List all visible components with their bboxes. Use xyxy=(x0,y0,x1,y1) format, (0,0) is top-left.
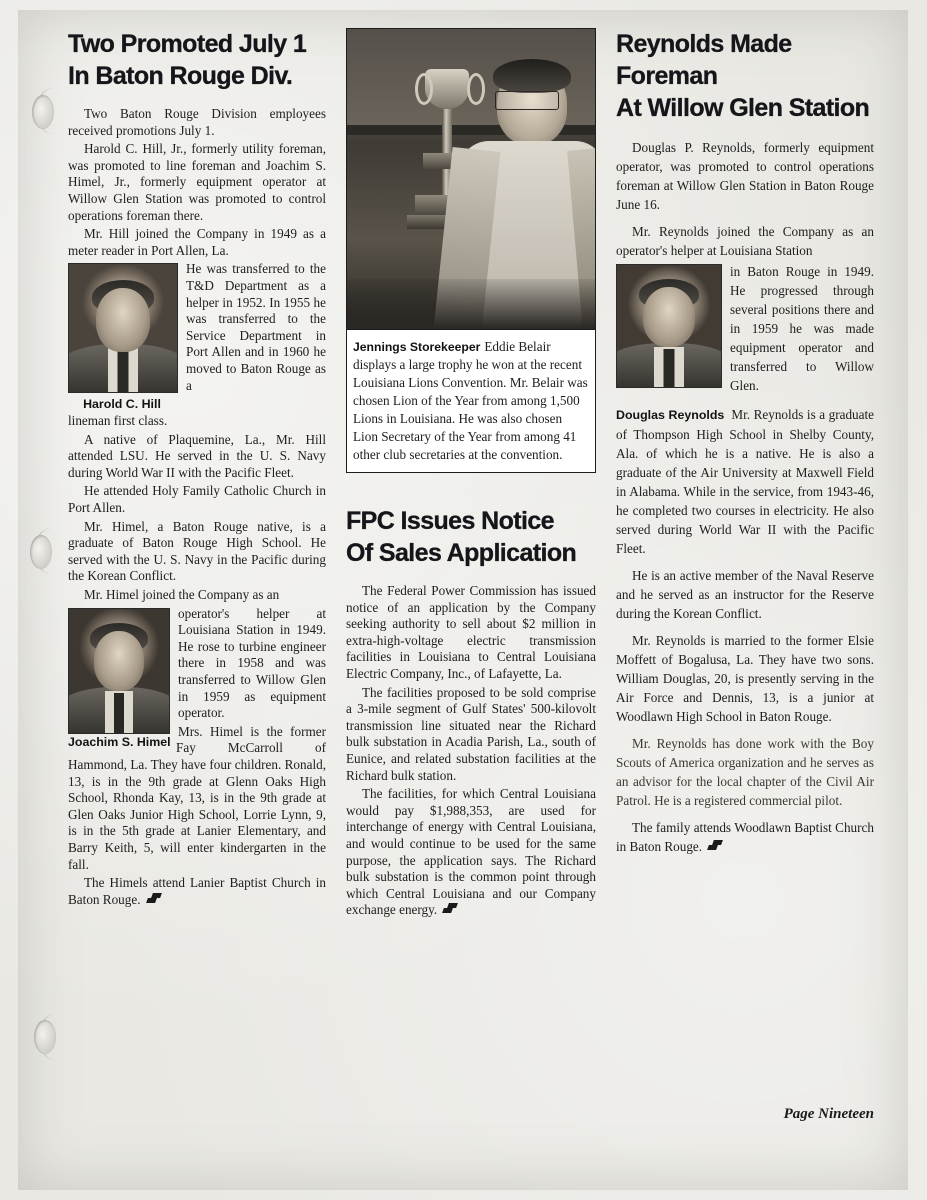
figure-eddie-belair xyxy=(346,28,596,473)
portrait-block-douglas-reynolds xyxy=(616,262,874,397)
paragraph: Mrs. Himel is the former Fay McCarroll of Hammond, La. They have four children. Ronald, 13, is in the 9th grade at Glenn Oaks High School, Rhonda Kay, 13, is in the 9th grade at Glen Oaks Junior High School, Lorrie Lynn, 9, is in the 5th grade at Lanier Elementary, and Barry Keith, 5, will enter kindergarten in the fall. xyxy=(68,723,326,872)
column-right xyxy=(616,28,874,921)
photo-caption-douglas-reynolds: Douglas Reynolds xyxy=(616,408,725,422)
headline-line-1: FPC Issues Notice xyxy=(346,507,554,535)
paragraph: He attended Holy Family Catholic Church in Port Allen. xyxy=(68,483,326,516)
headline-line-1: Two Promoted July 1 xyxy=(68,30,307,58)
headline-fpc-notice xyxy=(346,505,596,569)
column-left xyxy=(68,28,326,921)
headline-line-1: Reynolds Made Foreman xyxy=(616,30,792,90)
paragraph-wrap: in Baton Rouge in 1949. He progressed through several positions there and in 1959 he was made equipment operator and transferred to Willow Glen. xyxy=(730,264,874,393)
paragraph: Mr. Reynolds has done work with the Boy Scouts of America organization and he serves as an advisor for the local chapter of the Civil Air Patrol. He is a registered commercial pilot. xyxy=(616,736,874,808)
headline-reynolds-foreman xyxy=(616,28,874,124)
paragraph-final-text: The facilities, for which Central Louisiana would pay $1,988,353, are used for interchange of energy with Central Louisiana, and would continue to be used for the same purpose, the application says. The Richard bulk substation is the common point through which Central Louisiana and our Company exchange energy. xyxy=(346,786,596,918)
photo-eddie-belair-trophy xyxy=(347,29,595,329)
figure-caption xyxy=(347,329,595,472)
paragraph: Douglas P. Reynolds, formerly equipment operator, was promoted to control operations foreman at Willow Glen Station in Baton Rouge June 16. xyxy=(616,140,874,212)
paragraph-final xyxy=(616,818,874,856)
end-mark-icon xyxy=(708,840,723,852)
page-number: Page Nineteen xyxy=(783,1106,874,1122)
paragraph: Mr. Reynolds is married to the former Elsie Moffett of Bogalusa, La. They have two sons. William Douglas, 20, is presently serving in the Air Force and Dennis, 13, is a junior at Woodlawn High School in Baton Rouge. xyxy=(616,633,874,724)
paragraph-final-text: The Himels attend Lanier Baptist Church in Baton Rouge. xyxy=(68,875,326,907)
paragraph: Mr. Reynolds joined the Company as an operator's helper at Louisiana Station xyxy=(616,224,874,258)
paragraph: The facilities proposed to be sold comprise a 3-mile segment of Gulf States' 500-kilovolt transmission line situated near the Richard bulk substation in Acadia Parish, La., south of Eunice, and related substation facilities at the Richard bulk station. xyxy=(346,684,596,783)
punch-hole-icon xyxy=(32,95,54,129)
paragraph-wrap: operator's helper at Louisiana Station in 1949. He rose to turbine engineer there in 1958 and was transferred to Willow Glen in 1959 as equipment operator. xyxy=(178,605,326,721)
punch-hole-icon xyxy=(30,535,52,569)
paragraph: The Federal Power Commission has issued notice of an application by the Company seeking authority to sell about $2 million in extra-high-voltage electric transmission facilities in Louisiana to Central Louisiana Electric Company, Inc., of Lafayette, La. xyxy=(346,583,596,681)
paragraph: He is an active member of the Naval Reserve and he served as an instructor for the Reserve during the Korean Conflict. xyxy=(616,568,874,621)
photo-caption-harold-hill: Harold C. Hill xyxy=(83,397,161,412)
paragraph: lineman first class. xyxy=(68,413,168,429)
paragraph-final-text: The family attends Woodlawn Baptist Church in Baton Rouge. xyxy=(616,820,874,854)
photo-harold-hill xyxy=(68,263,178,393)
paragraph-final xyxy=(68,875,326,908)
three-column-layout xyxy=(68,28,874,921)
caption-lead: Jennings Storekeeper xyxy=(353,340,481,354)
headline-line-2: In Baton Rouge Div. xyxy=(68,62,293,90)
photo-douglas-reynolds xyxy=(616,264,722,388)
paragraph: Mr. Hill joined the Company in 1949 as a meter reader in Port Allen, La. xyxy=(68,226,326,258)
paragraph-wrap: He was transferred to the T&D Department as a helper in 1952. In 1955 he was transferred to the Service Department in Port Allen and in 1960 he moved to Baton Rouge as a xyxy=(186,261,326,393)
article-content xyxy=(68,28,874,1138)
headline-line-2: At Willow Glen Station xyxy=(616,94,870,122)
paragraph-after-photo xyxy=(616,405,874,558)
column-center xyxy=(346,28,596,921)
paragraph: Harold C. Hill, Jr., formerly utility foreman, was promoted to line foreman and Joachim S. Himel, Jr., formerly equipment operator at Willow Glen Station was promoted to control operations foreman there. xyxy=(68,141,326,223)
punch-hole-icon xyxy=(34,1020,56,1054)
paragraph-final xyxy=(346,786,596,919)
photo-caption-joachim-himel: Joachim S. Himel xyxy=(68,734,171,749)
end-mark-icon xyxy=(147,893,162,905)
caption-text: Eddie Belair displays a large trophy he won at the recent Louisiana Lions Convention. Mr. Belair was chosen Lion of the Year from among 1,500 Lions in Louisiana. He was also chosen Lion Secretary of the Year from among 41 other club secretaries at the convention. xyxy=(353,339,588,462)
paragraph: Mr. Himel, a Baton Rouge native, is a graduate of Baton Rouge High School. He served with the U. S. Navy in the Pacific during the Korean Conflict. xyxy=(68,518,326,584)
headline-two-promoted xyxy=(68,28,326,92)
paragraph: Mr. Himel joined the Company as an xyxy=(84,587,280,603)
headline-line-2: Of Sales Application xyxy=(346,539,577,567)
paragraph-after-photo-text: Mr. Reynolds is a graduate of Thompson High School in Shelby County, Ala. of which he is a native. He is also a graduate of the Air University at Maxwell Field in Alabama. While in the service, from 1943-46, he completed two courses in electricity. He also served during World War II with the Pacific Fleet. xyxy=(616,407,875,556)
photo-joachim-himel xyxy=(68,608,170,734)
portrait-block-harold-hill xyxy=(68,261,326,413)
paragraph: Two Baton Rouge Division employees received promotions July 1. xyxy=(68,106,326,138)
end-mark-icon xyxy=(443,903,458,915)
paragraph: A native of Plaquemine, La., Mr. Hill attended LSU. He served in the U. S. Navy during World War II with the Pacific Fleet. xyxy=(68,431,326,480)
portrait-block-joachim-himel xyxy=(68,606,326,876)
